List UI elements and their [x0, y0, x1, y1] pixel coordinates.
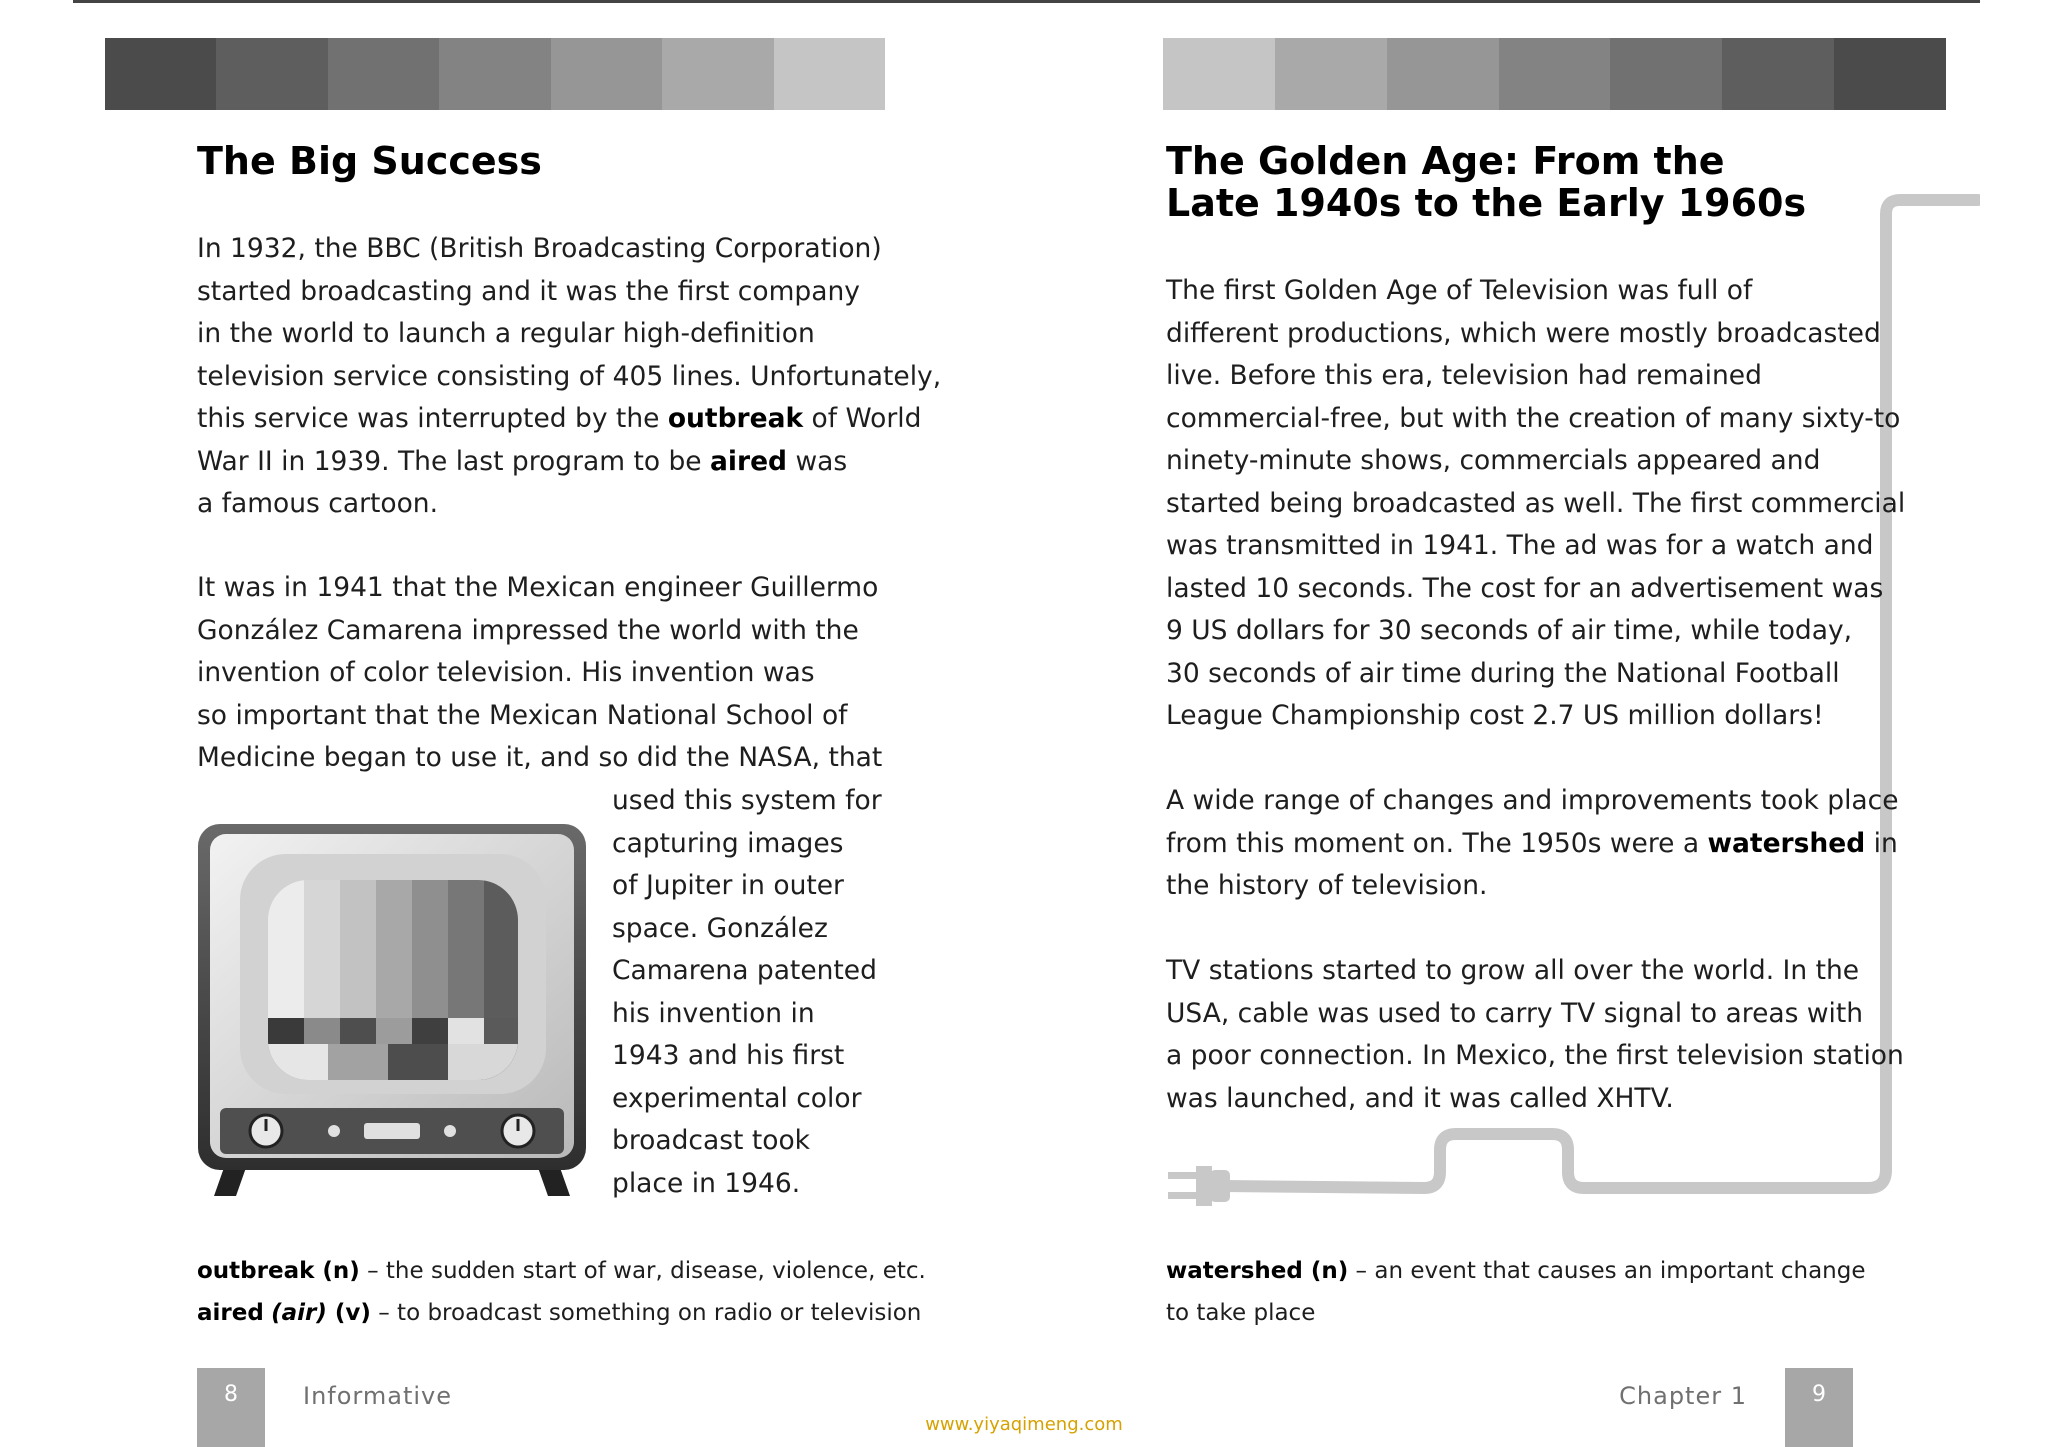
text-line: In 1932, the BBC (British Broadcasting Corporation)	[197, 233, 882, 264]
text-line: his invention in	[612, 997, 815, 1029]
vocabulary-term: watershed	[1707, 827, 1866, 859]
text-line: place in 1946.	[612, 1167, 801, 1199]
text-line: television service consisting of 405 lines. Unfortunately,	[197, 360, 942, 392]
text-line: War II in 1939. The last program to be aired was	[197, 445, 848, 477]
text-line: broadcast took	[612, 1125, 810, 1156]
text-line: used this system for	[612, 785, 882, 816]
text-line: ninety-minute shows, commercials appeared and	[1166, 445, 1821, 476]
page-title-left: The Big Success	[197, 139, 542, 183]
header-bar-segment	[105, 38, 216, 110]
vocabulary-term: aired	[710, 445, 788, 477]
text-line: different productions, which were mostly broadcasted	[1166, 317, 1881, 349]
glossary-watershed: watershed (n) – an event that causes an important change	[1166, 1258, 1866, 1284]
left-paragraph-1	[197, 228, 941, 526]
text-line: in the world to launch a regular high-definition	[197, 318, 815, 349]
text-line: the history of television.	[1166, 870, 1488, 901]
text-line: experimental color	[612, 1082, 862, 1114]
header-bar-segment	[662, 38, 773, 110]
header-bar-segment	[1163, 38, 1275, 110]
header-bar-segment	[1387, 38, 1499, 110]
text-line: space. González	[612, 912, 828, 944]
text-line: was transmitted in 1941. The ad was for a watch and	[1166, 530, 1874, 561]
text-line: this service was interrupted by the outbreak of World	[197, 403, 922, 434]
top-rule	[73, 0, 1980, 3]
text-line: started broadcasting and it was the first company	[197, 275, 860, 307]
glossary-aired: aired (air) (v) – to broadcast something on radio or television	[197, 1300, 922, 1326]
text-line: of Jupiter in outer	[612, 870, 844, 901]
text-line: 9 US dollars for 30 seconds of air time, while today,	[1166, 615, 1853, 646]
text-line: A wide range of changes and improvements took place	[1166, 785, 1899, 816]
page-number-left: 8	[224, 1382, 238, 1407]
text-line: commercial-free, but with the creation of many sixty-to	[1166, 402, 1901, 434]
text-line: Medicine began to use it, and so did the NASA, that	[197, 742, 883, 773]
text-line: so important that the Mexican National School of	[197, 699, 848, 731]
left-paragraph-2-wrap	[612, 780, 882, 1205]
footer-label-left: Informative	[303, 1382, 452, 1410]
text-line: 30 seconds of air time during the National Football	[1166, 657, 1840, 689]
header-bar-segment	[1834, 38, 1946, 110]
text-line: Camarena patented	[612, 955, 877, 986]
page-number-right: 9	[1812, 1382, 1826, 1407]
text-line: a poor connection. In Mexico, the first television station	[1166, 1040, 1904, 1071]
header-bar-left	[105, 38, 885, 110]
right-paragraph-3	[1166, 950, 1904, 1120]
header-bar-segment	[328, 38, 439, 110]
header-bar-segment	[551, 38, 662, 110]
header-bar-segment	[1499, 38, 1611, 110]
header-bar-segment	[1722, 38, 1834, 110]
website-watermark: www.yiyaqimeng.com	[925, 1414, 1123, 1435]
text-line: The first Golden Age of Television was full of	[1166, 275, 1753, 306]
text-line: 1943 and his first	[612, 1040, 845, 1071]
text-line: TV stations started to grow all over the world. In the	[1166, 955, 1860, 986]
vocabulary-term: outbreak	[667, 403, 804, 434]
header-bar-segment	[439, 38, 550, 110]
television-illustration	[196, 822, 588, 1196]
text-line: was launched, and it was called XHTV.	[1166, 1082, 1674, 1114]
text-line: invention of color television. His invention was	[197, 657, 815, 688]
header-bar-right	[1163, 38, 1946, 110]
glossary-watershed-cont: to take place	[1166, 1300, 1316, 1326]
text-line: League Championship cost 2.7 US million dollars!	[1166, 700, 1824, 731]
text-line: capturing images	[612, 827, 844, 859]
text-line: a famous cartoon.	[197, 488, 439, 519]
text-line: from this moment on. The 1950s were a watershed in	[1166, 827, 1898, 859]
page-title-right: The Golden Age: From the Late 1940s to the Early 1960s	[1166, 139, 1807, 225]
header-bar-segment	[216, 38, 327, 110]
right-paragraph-1	[1166, 270, 1905, 738]
left-paragraph-2	[197, 567, 882, 780]
text-line: live. Before this era, television had remained	[1166, 360, 1762, 391]
glossary-outbreak: outbreak (n) – the sudden start of war, disease, violence, etc.	[197, 1258, 926, 1284]
page-tab-right	[1785, 1368, 1853, 1447]
text-line: González Camarena impressed the world with the	[197, 614, 859, 646]
header-bar-segment	[1610, 38, 1722, 110]
header-bar-segment	[774, 38, 885, 110]
header-bar-segment	[1275, 38, 1387, 110]
right-paragraph-2	[1166, 780, 1899, 908]
text-line: started being broadcasted as well. The first commercial	[1166, 487, 1906, 519]
footer-label-right: Chapter 1	[1619, 1382, 1747, 1410]
text-line: lasted 10 seconds. The cost for an advertisement was	[1166, 572, 1884, 604]
text-line: It was in 1941 that the Mexican engineer Guillermo	[197, 572, 879, 603]
text-line: USA, cable was used to carry TV signal to areas with	[1166, 997, 1864, 1029]
page-tab-left	[197, 1368, 265, 1447]
